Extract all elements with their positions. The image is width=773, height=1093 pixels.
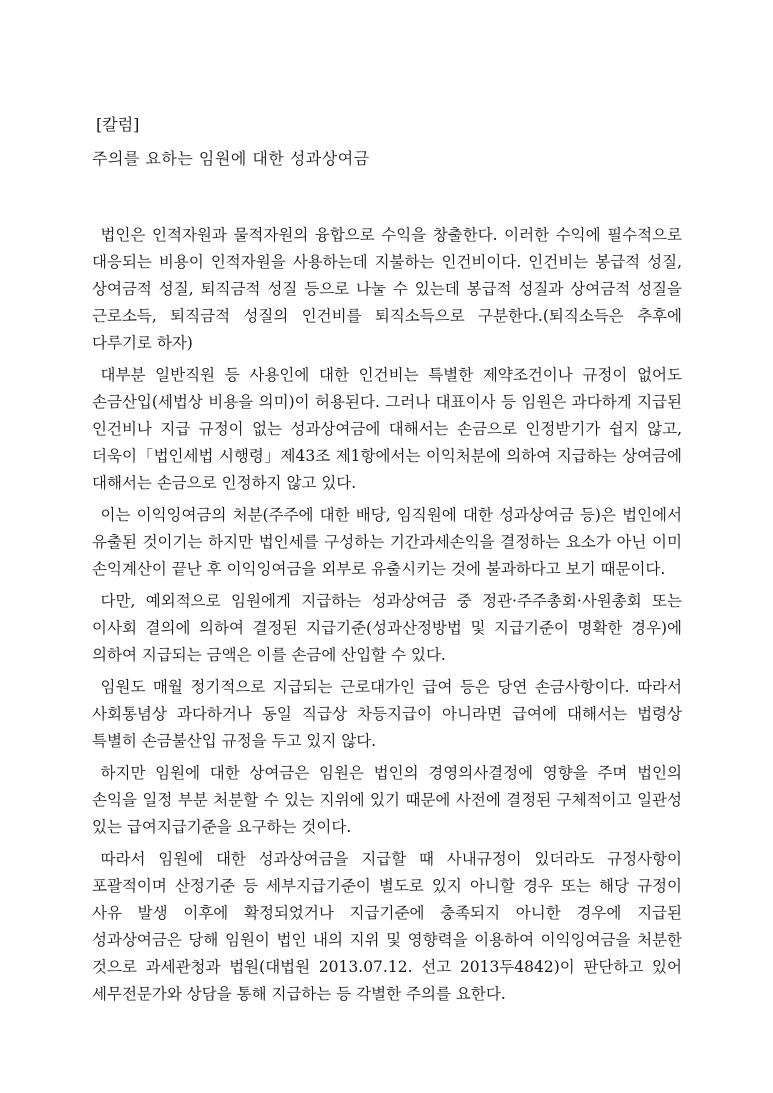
article-body [92,222,682,1008]
paragraph: 임원도 매월 정기적으로 지급되는 근로대가인 급여 등은 당연 손금사항이다. 따라서 사회통념상 과다하거나 동일 직급상 차등지급이 아니라면 급여에 대해서는 법령상 특별히 손금불산입 규정을 두고 있지 않다. [92,678,682,750]
paragraph: 이는 이익잉여금의 처분(주주에 대한 배당, 임직원에 대한 성과상여금 등)은 법인에서 유출된 것이기는 하지만 법인세를 구성하는 기간과세손익을 결정하는 요소가 아닌 이미 손익계산이 끝난 후 이익잉여금을 외부로 유출시키는 것에 불과하다고 보기 때문이다. [92,506,682,578]
paragraph: 대부분 일반직원 등 사용인에 대한 인건비는 특별한 제약조건이나 규정이 없어도 손금산입(세법상 비용을 의미)이 허용된다. 그러나 대표이사 등 임원은 과다하게 지급된 인건비나 지급 규정이 없는 성과상여금에 대해서는 손금으로 인정받기가 쉽지 않고, 더욱이「법인세법 시행령」제43조 제1항에서는 이익처분에 의하여 지급하는 상여금에 대해서는 손금으로 인정하지 않고 있다. [92,366,682,492]
paragraph: 법인은 인적자원과 물적자원의 융합으로 수익을 창출한다. 이러한 수익에 필수적으로 대응되는 비용이 인적자원을 사용하는데 지불하는 인건비이다. 인건비는 봉급적 성질, 상여금적 성질, 퇴직금적 성질 등으로 나눌 수 있는데 봉급적 성질과 상여금적 성질을 근로소득, 퇴직금적 성질의 인건비를 퇴직소득으로 구분한다.(퇴직소득은 추후에 다루기로 하자) [92,226,682,352]
document-page [92,112,682,1013]
paragraph: 따라서 임원에 대한 성과상여금을 지급할 때 사내규정이 있더라도 규정사항이 포괄적이며 산정기준 등 세부지급기준이 별도로 있지 아니할 경우 또는 해당 규정이 사유 발생 이후에 확정되었거나 지급기준에 충족되지 아니한 경우에 지급된 성과상여금은 당해 임원이 법인 내의 지위 및 영향력을 이용하여 이익잉여금을 처분한 것으로 과세관청과 법원(대법원 2013.07.12. 선고 2013두4842)이 판단하고 있어 세무전문가와 상담을 통해 지급하는 등 각별한 주의를 요한다. [92,850,682,1003]
column-tag: [칼럼] [96,115,140,134]
paragraph: 하지만 임원에 대한 상여금은 임원은 법인의 경영의사결정에 영향을 주며 법인의 손익을 일정 부분 처분할 수 있는 지위에 있기 때문에 사전에 결정된 구체적이고 일관성 있는 급여지급기준을 요구하는 것이다. [92,764,682,836]
paragraph: 다만, 예외적으로 임원에게 지급하는 성과상여금 중 정관·주주총회·사원총회 또는 이사회 결의에 의하여 결정된 지급기준(성과산정방법 및 지급기준이 명확한 경우)에 의하여 지급되는 금액은 이를 손금에 산입할 수 있다. [92,592,682,664]
article-title: 주의를 요하는 임원에 대한 성과상여금 [92,149,370,168]
